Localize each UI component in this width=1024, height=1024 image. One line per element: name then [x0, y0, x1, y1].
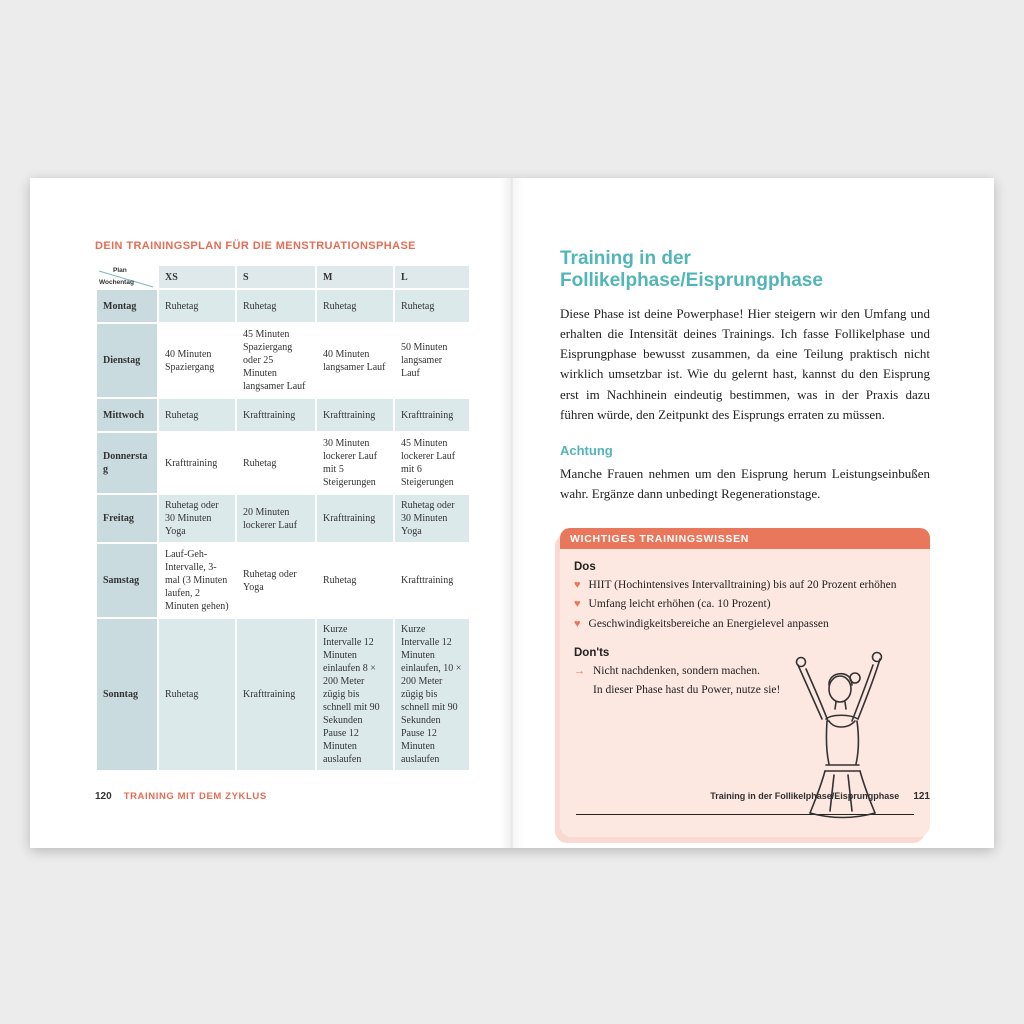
table-row — [96, 432, 470, 494]
plan-cell: Ruhetag — [158, 398, 236, 432]
plan-cell: 50 Minuten langsamer Lauf — [394, 323, 470, 398]
right-page — [512, 178, 994, 848]
table-row — [96, 543, 470, 618]
plan-cell: Ruhetag oder 30 Minuten Yoga — [394, 494, 470, 543]
plan-cell: 30 Minuten lockerer Lauf mit 5 Steigerungen — [316, 432, 394, 494]
dos-label: Dos — [574, 561, 596, 574]
box-title: WICHTIGES TRAININGSWISSEN — [560, 528, 930, 549]
page-number: 120 — [95, 791, 112, 802]
column-header-xs: XS — [158, 265, 236, 289]
plan-cell: Ruhetag — [158, 289, 236, 323]
column-header-l: L — [394, 265, 470, 289]
plan-cell: Ruhetag — [158, 618, 236, 771]
table-row — [96, 618, 470, 771]
day-label: Sonntag — [96, 618, 158, 771]
plan-cell: Krafttraining — [394, 398, 470, 432]
day-label: Dienstag — [96, 323, 158, 398]
list-item — [574, 577, 916, 594]
column-header-m: M — [316, 265, 394, 289]
book-spread — [30, 178, 994, 848]
plan-cell: Ruhetag — [236, 432, 316, 494]
plan-cell: Krafttraining — [316, 494, 394, 543]
page-number: 121 — [913, 791, 930, 802]
column-header-s: S — [236, 265, 316, 289]
do-text: Umfang leicht erhöhen (ca. 10 Prozent) — [588, 598, 771, 611]
plan-cell: Ruhetag oder 30 Minuten Yoga — [158, 494, 236, 543]
left-page — [30, 178, 512, 848]
plan-cell: 40 Minuten Spaziergang — [158, 323, 236, 398]
table-row — [96, 289, 470, 323]
day-label: Samstag — [96, 543, 158, 618]
left-page-footer — [95, 791, 267, 802]
section-label: Training in der Follikelphase/Eisprungphase — [710, 791, 900, 801]
plan-cell: Krafttraining — [394, 543, 470, 618]
list-item — [574, 616, 916, 633]
day-label: Mittwoch — [96, 398, 158, 432]
note-paragraph: Manche Frauen nehmen um den Eisprung herum Leistungseinbußen wahr. Ergänze dann unbedingt Regenerationstage. — [560, 465, 930, 501]
right-page-footer — [710, 791, 930, 802]
donts-label: Don'ts — [574, 646, 610, 659]
do-text: Geschwindigkeitsbereiche an Energielevel anpassen — [588, 617, 829, 630]
plan-cell: Kurze Intervalle 12 Minuten einlaufen 8 × 200 Meter zügig bis schnell mit 90 Sekunden Pause 12 Minuten auslaufen — [316, 618, 394, 771]
list-item — [574, 596, 916, 613]
plan-cell: Krafttraining — [236, 398, 316, 432]
plan-cell: 20 Minuten lockerer Lauf — [236, 494, 316, 543]
dont-text: In dieser Phase hast du Power, nutze sie! — [593, 684, 781, 697]
plan-cell: Ruhetag — [236, 289, 316, 323]
plan-cell: Krafttraining — [236, 618, 316, 771]
chapter-label: TRAINING MIT DEM ZYKLUS — [123, 791, 267, 802]
heart-icon: ♥ — [574, 579, 581, 592]
table-row — [96, 494, 470, 543]
plan-cell: 45 Minuten Spaziergang oder 25 Minuten langsamer Lauf — [236, 323, 316, 398]
table-row — [96, 398, 470, 432]
plan-cell: Krafttraining — [316, 398, 394, 432]
dont-text: Nicht nachdenken, sondern machen. — [593, 664, 761, 677]
training-plan-table — [95, 264, 471, 772]
day-label: Donnerstag — [96, 432, 158, 494]
plan-cell: Ruhetag — [394, 289, 470, 323]
plan-cell: 45 Minuten lockerer Lauf mit 6 Steigerungen — [394, 432, 470, 494]
corner-label-wochentag: Wochentag — [99, 278, 134, 286]
plan-cell: Kurze Intervalle 12 Minuten einlaufen, 10 × 200 Meter zügig bis schnell mit 90 Sekunden Pause 12 Minuten auslaufen — [394, 618, 470, 771]
do-text: HIIT (Hochintensives Intervalltraining) bis auf 20 Prozent erhöhen — [588, 579, 897, 592]
chapter-title: Training in der Follikelphase/Eisprungphase — [560, 248, 823, 291]
plan-cell: Lauf-Geh-Intervalle, 3-mal (3 Minuten laufen, 2 Minuten gehen) — [158, 543, 236, 618]
plan-cell: Ruhetag oder Yoga — [236, 543, 316, 618]
day-label: Freitag — [96, 494, 158, 543]
day-label: Montag — [96, 289, 158, 323]
plan-cell: 40 Minuten langsamer Lauf — [316, 323, 394, 398]
achtung-subheading: Achtung — [560, 442, 613, 458]
table-corner-cell — [96, 265, 158, 289]
heart-icon: ♥ — [574, 598, 581, 611]
arrow-icon: → — [574, 664, 585, 677]
table-header-row — [96, 265, 470, 289]
heart-icon: ♥ — [574, 617, 581, 630]
intro-paragraph: Diese Phase ist deine Powerphase! Hier steigern wir den Umfang und erhalten die Intensität deines Trainings. Ich fasse Follikelphase und Eisprungphase bewusst zusammen, da eine Teilung praktisch nicht wirklich umsetzbar ist. Wie du gelernt hast, kannst du den Eisprung erst im Nachhinein eindeutig bestimmen, was in der Praxis dazu führen würde, den Zeitpunkt des Eisprungs erraten zu müssen. — [560, 306, 930, 422]
plan-cell: Ruhetag — [316, 289, 394, 323]
plan-cell: Ruhetag — [316, 543, 394, 618]
plan-cell: Krafttraining — [158, 432, 236, 494]
table-row — [96, 323, 470, 398]
corner-label-plan: Plan — [113, 267, 127, 274]
left-page-title: DEIN TRAININGSPLAN FÜR DIE MENSTRUATIONSPHASE — [95, 240, 416, 252]
